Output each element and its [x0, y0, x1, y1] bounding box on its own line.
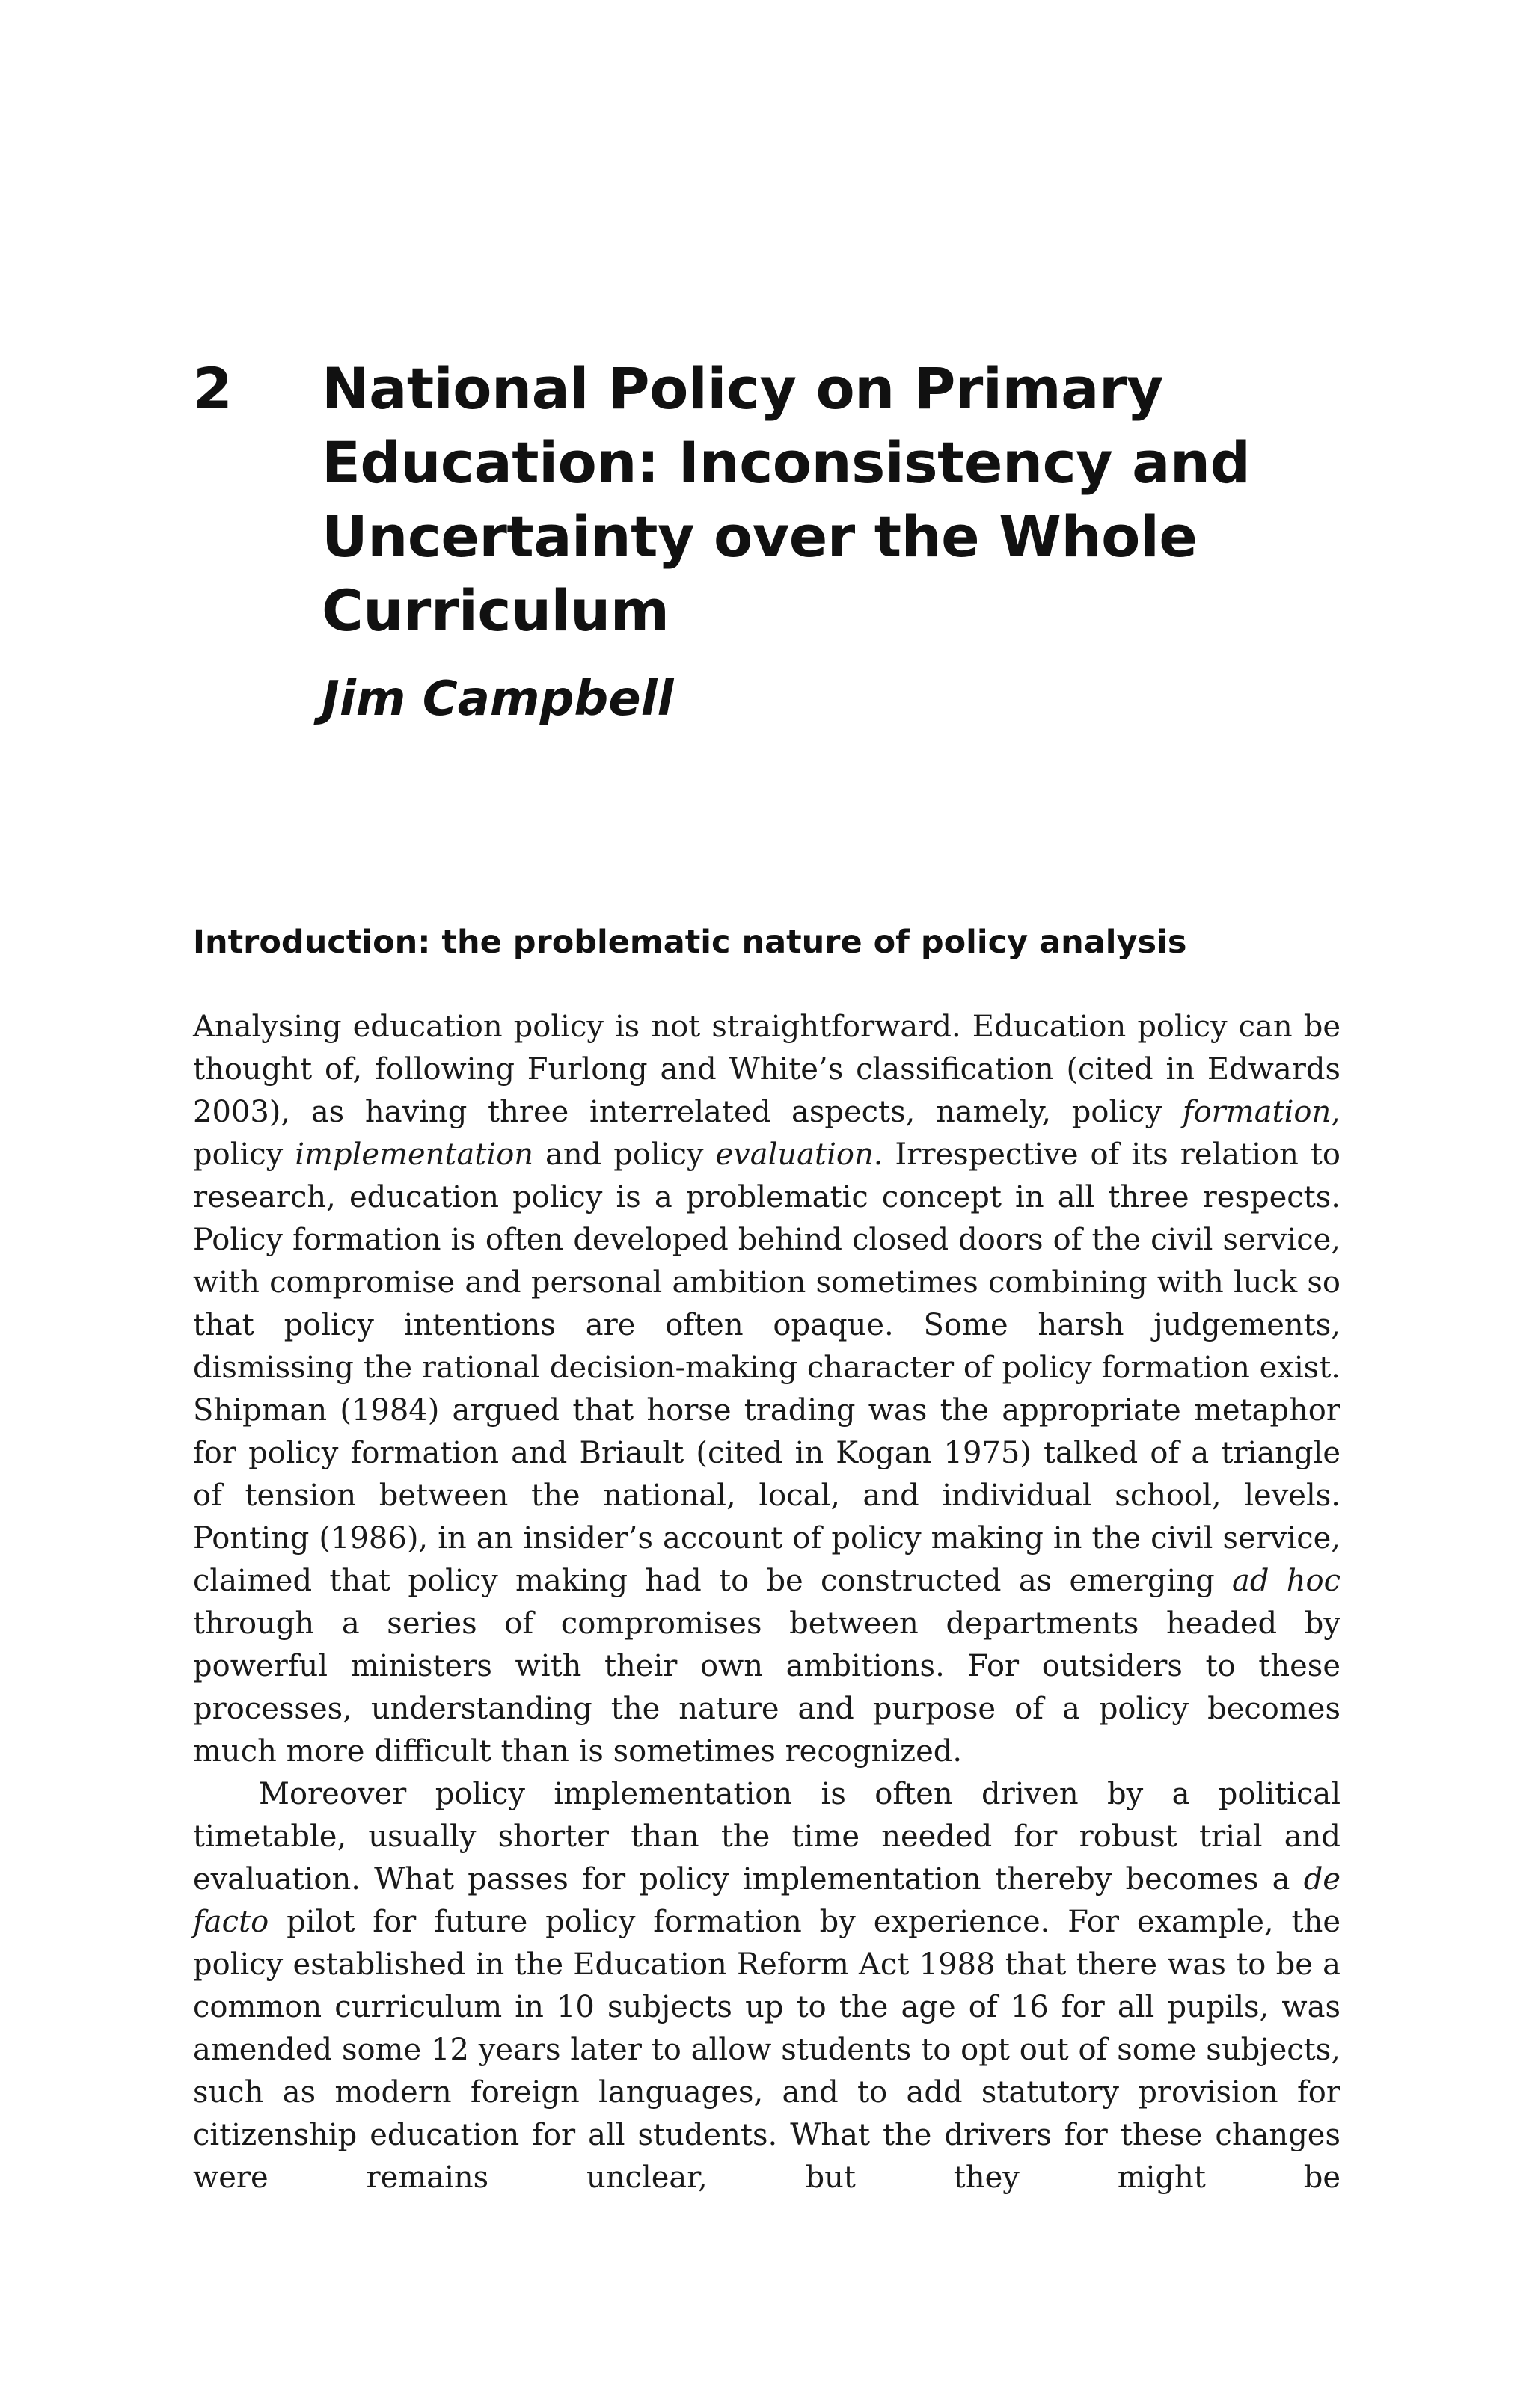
paragraph-1-text: Analysing education policy is not straightforward. Education policy can be thought of, following Furlong and White’s classification (cited in Edwards 2003), as having three interrelated aspects, namely, policy — [193, 1010, 1340, 1129]
paragraph-1-text: , policy — [193, 1095, 1340, 1172]
paragraph-2-text: Moreover policy implementation is often driven by a political timetable, usually shorter than the time needed for robust trial and evaluation. What passes for policy implementation thereby becomes a — [193, 1777, 1340, 1896]
chapter-title: National Policy on Primary Education: Inconsistency and Uncertainty over the Whole Curriculum — [322, 355, 1251, 644]
term-de-facto: de facto — [193, 1862, 1340, 1939]
paragraph-1 — [193, 1006, 1340, 1773]
paragraph-2 — [193, 1773, 1340, 2199]
paragraph-1-text: . Irrespective of its relation to research, education policy is a problematic concept in all three respects. Policy formation is often developed behind closed doors of the civil service, with compromise and personal ambition sometimes combining with luck so that policy intentions are often opaque. Some harsh judgements, dismissing the rational decision-making character of policy formation exist. Shipman (1984) argued that horse trading was the appropriate metaphor for policy formation and Briault (cited in Kogan 1975) talked of a triangle of tension between the national, local, and individual school, levels. Ponting (1986), in an insider’s account of policy making in the civil service, claimed that policy making had to be constructed as emerging — [193, 1137, 1340, 1598]
term-ad-hoc: ad hoc — [1231, 1564, 1340, 1598]
term-implementation: implementation — [295, 1137, 534, 1172]
chapter-author: Jim Campbell — [322, 672, 674, 727]
body-text — [193, 1006, 1340, 2199]
term-evaluation: evaluation — [715, 1137, 874, 1172]
section-heading: Introduction: the problematic nature of policy analysis — [193, 924, 1187, 961]
chapter-number: 2 — [193, 355, 233, 422]
paragraph-1-text: through a series of compromises between departments headed by powerful ministers with their own ambitions. For outsiders to these processes, understanding the nature and purpose of a policy becomes much more difficult than is sometimes recognized. — [193, 1606, 1340, 1769]
paragraph-1-text: and policy — [533, 1137, 716, 1172]
term-formation: formation — [1182, 1095, 1332, 1129]
paragraph-2-text: pilot for future policy formation by experience. For example, the policy established in the Education Reform Act 1988 that there was to be a common curriculum in 10 subjects up to the age of 16 for all pupils, was amended some 12 years later to allow students to opt out of some subjects, such as modern foreign languages, and to add statutory provision for citizenship education for all students. What the drivers for these changes were remains unclear, but they might be — [193, 1905, 1340, 2195]
